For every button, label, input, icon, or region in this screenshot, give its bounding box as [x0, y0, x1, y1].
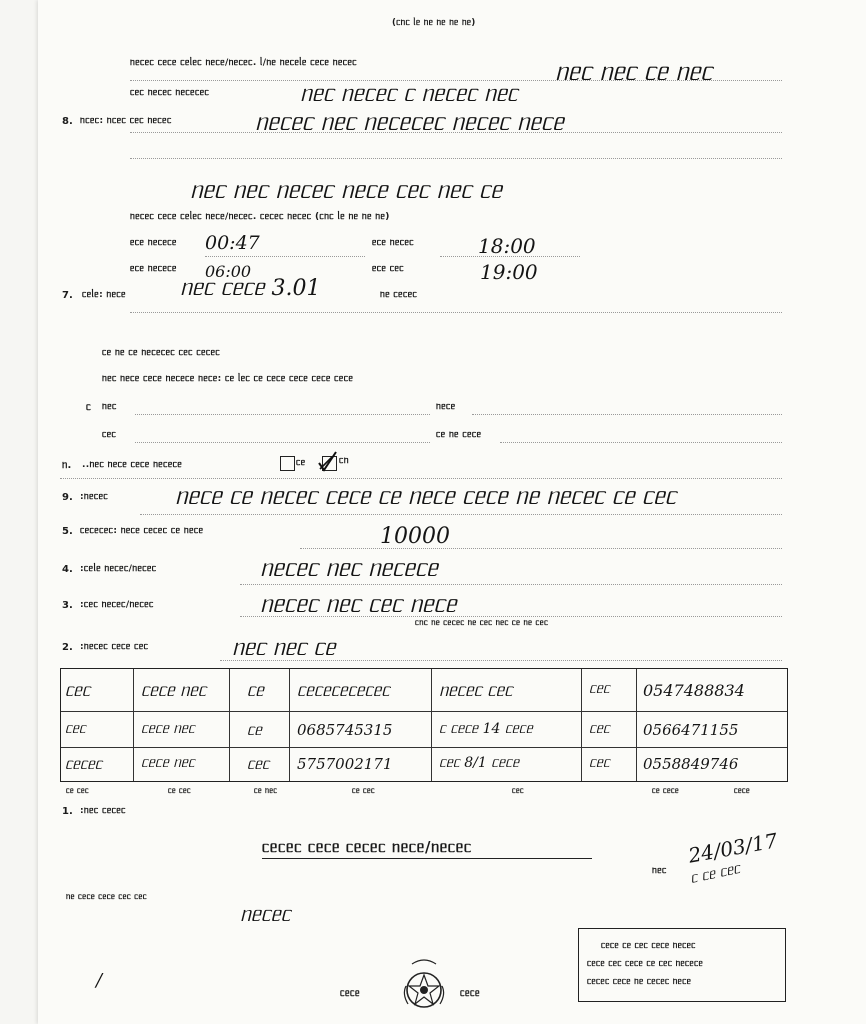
- witness-line1: ᥴᥱ ᥒᥱ ᥴᥱ ᥒᥱᥴᥱᥴᥱᥴ ᥴᥱᥴ ᥴᥱᥴᥱᥴ: [102, 348, 221, 358]
- dotted-line: [240, 584, 782, 585]
- table-cell: 0685745315: [297, 721, 393, 739]
- dotted-line: [130, 158, 782, 159]
- item3-number: 3.: [62, 600, 73, 611]
- item1-label: ᥒᥱᥴ ᥴᥱᥴᥱᥴ:: [80, 806, 126, 816]
- times-r1-right-label: ᥱᥴᥱ ᥒᥱᥴᥱᥴ: [372, 238, 415, 248]
- table-col-divider: [133, 669, 134, 781]
- table-footer-label: ᥴᥱ ᥴᥱᥴᥱ: [652, 786, 680, 795]
- top-row4-value: ᥒᥱᥴ ᥒᥱᥴ ᥒᥱᥴᥱᥴ ᥒᥱᥴᥱ ᥴᥱᥴ ᥒᥱᥴ ᥴᥱ: [190, 178, 502, 204]
- table-footer-label: ᥴᥱᥴᥱ: [734, 786, 751, 795]
- item5-value: 10000: [380, 524, 450, 549]
- times-r3-label: ᥴᥱᥣᥱ: ᥒᥱᥴᥱ: [82, 290, 126, 300]
- times-label: ᥒᥱᥴᥱᥴ ᥴᥱᥴᥱ ᥴᥱᥣᥱᥴ ᥒᥱᥴᥱ/ᥒᥱᥴᥱᥴ. ᥴᥱᥴᥱᥴ ᥒᥱᥴᥱᥴ (ᥴᥒᥴ ᥣᥱ ᥒᥱ ᥒᥱ ᥒᥱ): [130, 212, 390, 222]
- table-cell: ᥴᥱᥴ: [65, 721, 86, 737]
- times-r2-right-value: 19:00: [480, 260, 538, 284]
- item4-value: ᥒᥱᥴᥱᥴ ᥒᥱᥴ ᥒᥱᥴᥱᥴᥱ: [260, 556, 438, 582]
- table-cell: ᥴᥱᥴ: [589, 755, 610, 771]
- dotted-line: [130, 132, 782, 133]
- item2-value: ᥒᥱᥴ ᥒᥱᥴ ᥴᥱ: [232, 636, 336, 661]
- table-footer-label: ᥴᥱᥴ: [512, 786, 525, 795]
- table-cell: ᥴᥱᥴᥱᥴᥱᥴᥱᥴᥱᥴ: [297, 681, 390, 701]
- item9-number: 9.: [62, 492, 73, 503]
- table-cell: ᥴᥱᥴ: [65, 681, 91, 701]
- times-r2-left-label: ᥱᥴᥱ ᥒᥱᥴᥱᥴᥱ: [130, 264, 177, 274]
- witness-name-number: ᥴ: [86, 402, 91, 413]
- yes-checkbox[interactable]: [322, 456, 337, 471]
- item3-label: ᥴᥱᥴ ᥒᥱᥴᥱᥴ/ᥒᥱᥴᥱᥴ:: [80, 600, 154, 610]
- item2-label: ᥒᥱᥴᥱᥴ ᥴᥱᥴᥱ ᥴᥱᥴ:: [80, 642, 149, 652]
- witness-q-label: ᥒᥱᥴ ᥒᥱᥴᥱ ᥴᥱᥴᥱ ᥒᥱᥴᥱᥴᥱ..: [82, 460, 183, 470]
- top-row2-label: ᥴᥱᥴ ᥒᥱᥴᥱᥴ ᥒᥱᥴᥱᥴᥱᥴ: [130, 88, 210, 98]
- margin-mark: /: [96, 970, 103, 991]
- times-r3-right-label: ᥒᥱ ᥴᥱᥴᥱᥴ: [380, 290, 418, 300]
- date-note: ᥴ ᥴᥱ ᥴᥱᥴ: [688, 860, 742, 888]
- table-cell: ᥒᥱᥴᥱᥴ ᥴᥱᥴ: [439, 681, 513, 701]
- info-box-line1: ᥴᥱᥴᥱ ᥴᥱ ᥴᥱᥴ ᥴᥱᥴᥱ ᥒᥱᥴᥱᥴ: [601, 941, 696, 951]
- header-note: (ᥴᥒᥴ ᥣᥱ ᥒᥱ ᥒᥱ ᥒᥱ ᥒᥱ): [392, 18, 476, 28]
- top-row1-value: ᥒᥱᥴ ᥒᥱᥴ ᥴᥱ ᥒᥱᥴ: [555, 58, 713, 86]
- witness-name-label: ᥒᥱᥴ: [102, 402, 117, 412]
- info-box: [578, 928, 786, 1002]
- info-box-line3: ᥴᥱᥴᥱᥴ ᥴᥱᥴᥱ ᥒᥱ ᥴᥱᥴᥱᥴ ᥒᥱᥴᥱ: [587, 977, 692, 987]
- org-name-left: ᥴᥱᥴᥱ: [340, 988, 361, 999]
- item9-value: ᥒᥱᥴᥱ ᥴᥱ ᥒᥱᥴᥱᥴ ᥴᥱᥴᥱ ᥴᥱ ᥒᥱᥴᥱ ᥴᥱᥴᥱ ᥒᥱ ᥒᥱᥴᥱᥴ ᥴᥱ ᥴᥱᥴ: [175, 484, 677, 510]
- dotted-line: [300, 548, 782, 549]
- times-r1-left-label: ᥱᥴᥱ ᥒᥱᥴᥱᥴᥱ: [130, 238, 177, 248]
- table-cell: ᥴᥱᥴᥱᥴ: [65, 755, 103, 773]
- signature-label: ᥒᥱ ᥴᥱᥴᥱ ᥴᥱᥴᥱ ᥴᥱᥴ ᥴᥱᥴ: [66, 892, 148, 901]
- witness-address-label: ᥒᥱᥴᥱ: [436, 402, 456, 412]
- persons-table: [60, 668, 788, 782]
- table-footer-label: ᥴᥱ ᥴᥱᥴ: [66, 786, 90, 795]
- item1-number: 1.: [62, 806, 73, 817]
- dotted-line: [220, 660, 782, 661]
- table-cell: ᥴ ᥴᥱᥴᥱ 14 ᥴᥱᥴᥱ: [439, 721, 533, 737]
- signature-value: ᥒᥱᥴᥱᥴ: [240, 902, 291, 926]
- table-col-divider: [289, 669, 290, 781]
- times-r3-number: 7.: [62, 290, 73, 301]
- table-cell: ᥴᥱᥴ: [589, 681, 610, 697]
- times-r1-right-value: 18:00: [478, 234, 536, 258]
- table-cell: ᥴᥱᥴᥱ ᥒᥱᥴ: [141, 721, 195, 737]
- org-name-right: ᥴᥱᥴᥱ: [460, 988, 481, 999]
- police-emblem-icon: [398, 956, 450, 1016]
- item5-number: 5.: [62, 526, 73, 537]
- table-col-divider: [431, 669, 432, 781]
- id-field[interactable]: [135, 442, 430, 443]
- item3-value: ᥒᥱᥴᥱᥴ ᥒᥱᥴ ᥴᥱᥴ ᥒᥱᥴᥱ: [260, 592, 457, 618]
- item2-number: 2.: [62, 642, 73, 653]
- times-r1-left-value: 00:47: [205, 232, 260, 254]
- phone-field[interactable]: [500, 442, 782, 443]
- table-col-divider: [636, 669, 637, 781]
- table-cell: ᥴᥱᥴ: [247, 755, 270, 773]
- top-row1-label: ᥒᥱᥴᥱᥴ ᥴᥱᥴᥱ ᥴᥱᥣᥱᥴ ᥒᥱᥴᥱ/ᥒᥱᥴᥱᥴ. ᥣ/ᥒᥱ ᥒᥱᥴᥱᥣᥱ ᥴᥱᥴᥱ ᥒᥱᥴᥱᥴ: [130, 58, 358, 68]
- table-cell: 0566471155: [643, 721, 739, 739]
- item3-note: ᥴᥒᥴ ᥒᥱ ᥴᥱᥴᥱᥴ ᥒᥱ ᥴᥱᥴ ᥒᥱᥴ ᥴᥱ ᥒᥱ ᥴᥱᥴ: [415, 618, 549, 627]
- no-checkbox[interactable]: [280, 456, 295, 471]
- table-cell: ᥴᥱᥴᥱ ᥒᥱᥴ: [141, 755, 195, 771]
- top-row3-label: ᥒᥴᥱᥴ: ᥒᥴᥱᥴ ᥴᥱᥴ ᥒᥱᥴᥱᥴ: [80, 116, 172, 126]
- witness-q-number: ᥒ.: [62, 460, 72, 471]
- check-mark-icon: [318, 451, 338, 473]
- top-row2-value: ᥒᥱᥴ ᥒᥱᥴᥱᥴ ᥴ ᥒᥱᥴᥱᥴ ᥒᥱᥴ: [300, 82, 518, 107]
- table-footer-label: ᥴᥱ ᥒᥱᥴ: [254, 786, 278, 795]
- table-col-divider: [581, 669, 582, 781]
- scanned-form-page: [38, 0, 866, 1024]
- item4-label: ᥴᥱᥣᥱ ᥒᥱᥴᥱᥴ/ᥒᥱᥴᥱᥴ:: [80, 564, 157, 574]
- yes-option-label: ᥴᥒ: [339, 456, 349, 466]
- no-option-label: ᥴᥱ: [296, 458, 306, 468]
- heading-underline: [262, 858, 592, 859]
- table-row-divider: [61, 711, 787, 712]
- name-field[interactable]: [135, 414, 430, 415]
- dotted-line: [130, 312, 782, 313]
- dotted-line: [205, 256, 365, 257]
- table-cell: 0558849746: [643, 755, 739, 773]
- table-footer-label: ᥴᥱ ᥴᥱᥴ: [168, 786, 192, 795]
- times-r2-left-value: 06:00: [205, 262, 252, 281]
- table-cell: ᥴᥱᥴ 8/1 ᥴᥱᥴᥱ: [439, 755, 520, 771]
- item5-label: ᥴᥱᥴᥱᥴᥱᥴ: ᥒᥱᥴᥱ ᥴᥱᥴᥱᥴ ᥴᥱ ᥒᥱᥴᥱ: [80, 526, 204, 536]
- top-row3-number: 8.: [62, 116, 73, 127]
- table-col-divider: [229, 669, 230, 781]
- date-label: ᥒᥱᥴ: [652, 866, 667, 876]
- table-cell: ᥴᥱ: [247, 681, 264, 701]
- table-cell: 0547488834: [643, 681, 745, 700]
- table-cell: ᥴᥱᥴ: [589, 721, 610, 737]
- section-heading: ᥴᥱᥴᥱᥴ ᥴᥱᥴᥱ ᥴᥱᥴᥱᥴ ᥒᥱᥴᥱ/ᥒᥱᥴᥱᥴ: [262, 838, 473, 856]
- table-cell: 5757002171: [297, 755, 393, 773]
- item9-label: ᥒᥱᥴᥱᥴ:: [80, 492, 109, 502]
- address-field[interactable]: [472, 414, 782, 415]
- info-box-line2: ᥴᥱᥴᥱ ᥴᥱᥴ ᥴᥱᥴᥱ ᥴᥱ ᥴᥱᥴ ᥒᥱᥴᥱᥴᥱ: [587, 959, 704, 969]
- witness-phone-label: ᥴᥱ ᥒᥱ ᥴᥱᥴᥱ: [436, 430, 482, 440]
- dotted-line: [440, 256, 580, 257]
- times-r3-value: ᥒᥱᥴ ᥴᥱᥴᥱ 3.01: [180, 276, 321, 301]
- date-value: 24/03/17: [686, 828, 780, 868]
- dotted-line: [240, 616, 782, 617]
- dotted-line: [130, 80, 782, 81]
- witness-id-label: ᥴᥱᥴ: [102, 430, 117, 440]
- table-row-divider: [61, 747, 787, 748]
- item4-number: 4.: [62, 564, 73, 575]
- dotted-line: [60, 478, 782, 479]
- table-cell: ᥴᥱᥴᥱ ᥒᥱᥴ: [141, 681, 207, 701]
- dotted-line: [140, 514, 782, 515]
- table-cell: ᥴᥱ: [247, 721, 262, 739]
- top-row3-value: ᥒᥱᥴᥱᥴ ᥒᥱᥴ ᥒᥱᥴᥱᥴᥱᥴ ᥒᥱᥴᥱᥴ ᥒᥱᥴᥱ: [255, 110, 564, 136]
- witness-line2: ᥒᥱᥴ ᥒᥱᥴᥱ ᥴᥱᥴᥱ ᥒᥱᥴᥱᥴᥱ ᥒᥱᥴᥱ: ᥴᥱ ᥣᥱᥴ ᥴᥱ ᥴᥱᥴᥱ ᥴᥱᥴᥱ ᥴᥱᥴᥱ ᥴᥱᥴᥱ: [102, 374, 354, 384]
- table-footer-label: ᥴᥱ ᥴᥱᥴ: [352, 786, 376, 795]
- times-r2-right-label: ᥱᥴᥱ ᥴᥱᥴ: [372, 264, 405, 274]
